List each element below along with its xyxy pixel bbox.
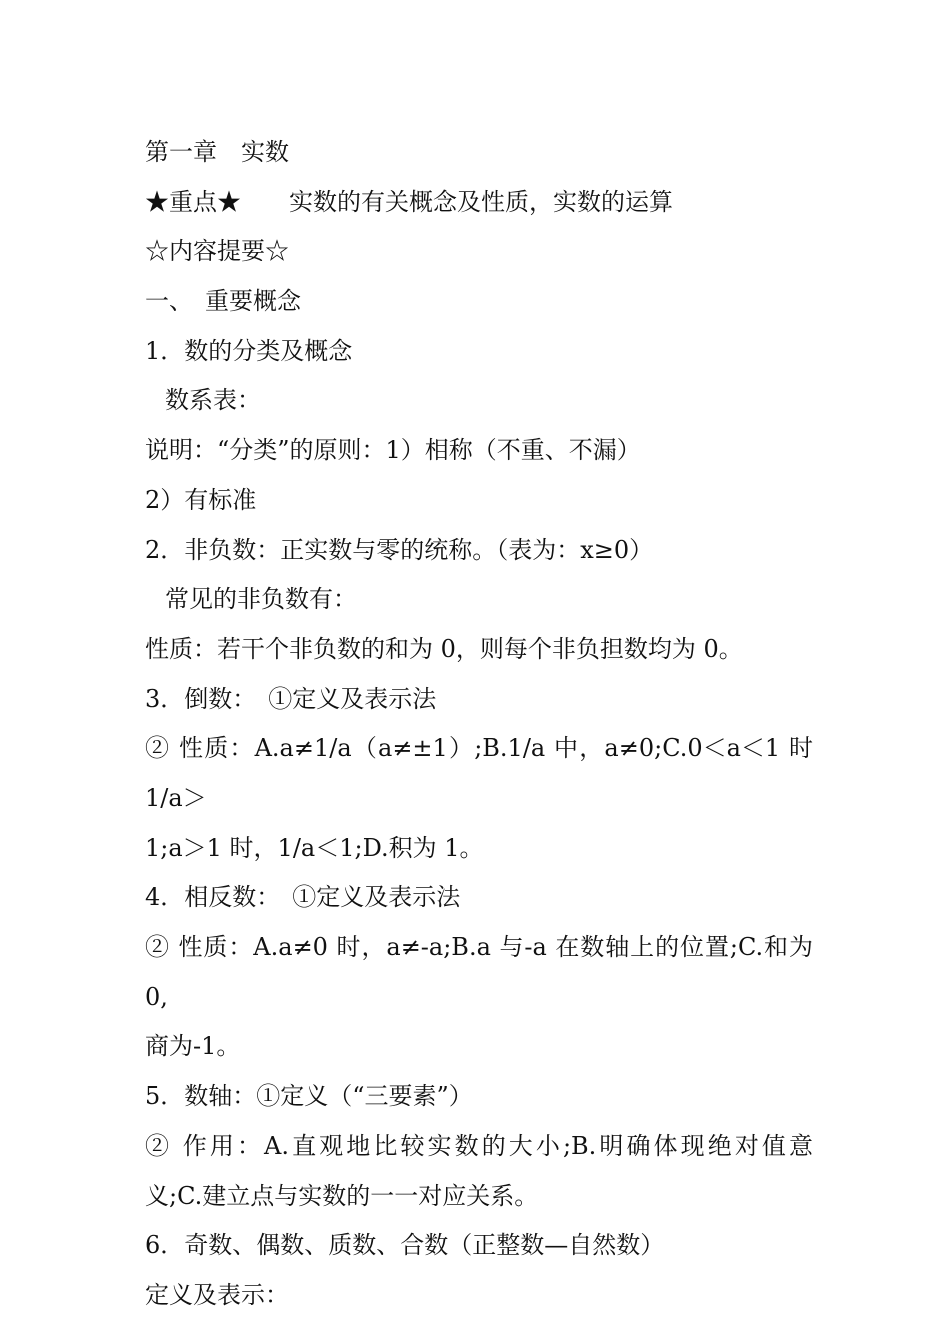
number-line-function: ② 作用：A.直观地比较实数的大小;B.明确体现绝对值意 (145, 1131, 813, 1160)
summary-heading: ☆内容提要☆ (145, 237, 289, 266)
number-system-table-label: 数系表： (165, 386, 261, 415)
section-heading-important-concepts: 一、 重要概念 (145, 287, 301, 316)
nonnegative-property: 性质：若干个非负数的和为 0，则每个非负担数均为 0。 (145, 634, 743, 663)
number-line-function-continued: 义;C.建立点与实数的一一对应关系。 (145, 1181, 539, 1210)
item-1-heading: 1．数的分类及概念 (145, 336, 353, 365)
document-body (145, 128, 813, 1321)
opposite-number-property: ② 性质：A.a≠0 时，a≠-a;B.a 与-a 在数轴上的位置;C.和为 0, (145, 933, 813, 1011)
reciprocal-property: ② 性质：A.a≠1/a（a≠±1）;B.1/a 中，a≠0;C.0＜a＜1 时 1/a＞ (145, 734, 813, 812)
chapter-title: 第一章 实数 (145, 138, 289, 166)
reciprocal-property-continued: 1;a＞1 时，1/a＜1;D.积为 1。 (145, 833, 484, 862)
item-4-heading: 4．相反数： ①定义及表示法 (145, 883, 461, 912)
common-nonnegative-label: 常见的非负数有： (165, 585, 357, 614)
classification-note-continued: 2）有标准 (145, 485, 257, 514)
opposite-number-property-continued: 商为-1。 (145, 1032, 241, 1061)
key-points-line: ★重点★ 实数的有关概念及性质，实数的运算 (145, 187, 673, 216)
item-5-heading: 5．数轴：①定义（“三要素”） (145, 1082, 473, 1111)
classification-note: 说明：“分类”的原则：1）相称（不重、不漏） (145, 436, 641, 465)
item-6-heading: 6．奇数、偶数、质数、合数（正整数—自然数） (145, 1231, 665, 1260)
definition-label: 定义及表示： (145, 1280, 289, 1309)
item-3-heading: 3．倒数： ①定义及表示法 (145, 684, 437, 713)
item-2-heading: 2．非负数：正实数与零的统称。（表为：x≥0） (145, 535, 654, 564)
